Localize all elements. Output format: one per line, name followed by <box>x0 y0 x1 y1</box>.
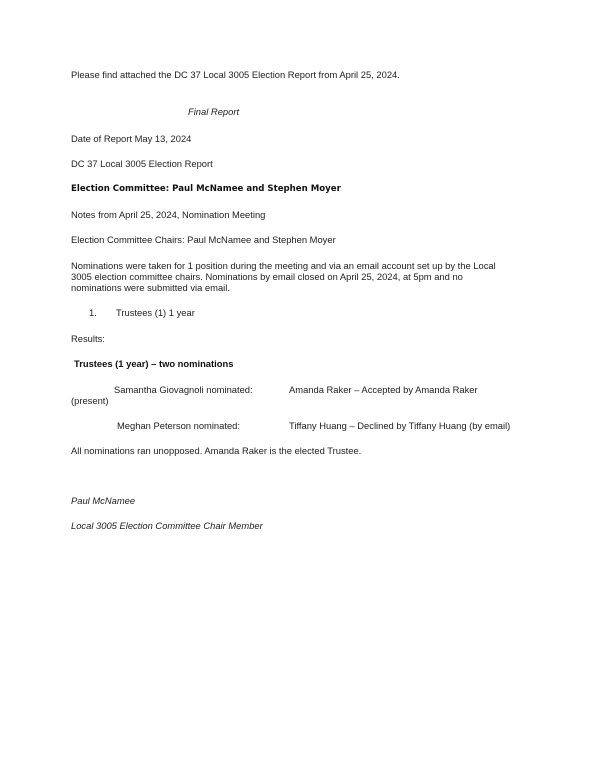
nominator-2: Meghan Peterson nominated: <box>117 420 240 431</box>
list-item-number: 1. <box>89 307 97 318</box>
nomination-continuation-1: (present) <box>71 395 109 406</box>
report-status: Final Report <box>188 106 240 117</box>
signature-title: Local 3005 Election Committee Chair Member <box>71 520 263 531</box>
committee-heading: Election Committee: Paul McNamee and Stephen Moyer <box>71 184 341 194</box>
intro-text: Please find attached the DC 37 Local 3005 Election Report from April 25, 2024. <box>71 69 400 80</box>
nominations-paragraph-line-3: nominations were submitted via email. <box>71 282 230 293</box>
nomination-outcome-1: Amanda Raker – Accepted by Amanda Raker <box>289 384 478 395</box>
nomination-outcome-2: Tiffany Huang – Declined by Tiffany Huang (by email) <box>289 420 511 431</box>
date-of-report: Date of Report May 13, 2024 <box>71 133 192 144</box>
results-heading: Trustees (1 year) – two nominations <box>74 358 234 369</box>
summary-text: All nominations ran unopposed. Amanda Raker is the elected Trustee. <box>71 445 362 456</box>
signature-name: Paul McNamee <box>71 495 136 506</box>
nominations-paragraph-line-2: 3005 election committee chairs. Nominations by email closed on April 25, 2024, at 5pm and no <box>71 271 463 282</box>
results-label: Results: <box>71 333 105 344</box>
report-title: DC 37 Local 3005 Election Report <box>71 158 213 169</box>
nominator-1: Samantha Giovagnoli nominated: <box>114 384 253 395</box>
committee-chairs: Election Committee Chairs: Paul McNamee and Stephen Moyer <box>71 234 336 245</box>
list-item-position: Trustees (1) 1 year <box>116 307 195 318</box>
notes-heading: Notes from April 25, 2024, Nomination Meeting <box>71 209 266 220</box>
nominations-paragraph-line-1: Nominations were taken for 1 position during the meeting and via an email account set up by the Local <box>71 260 496 271</box>
